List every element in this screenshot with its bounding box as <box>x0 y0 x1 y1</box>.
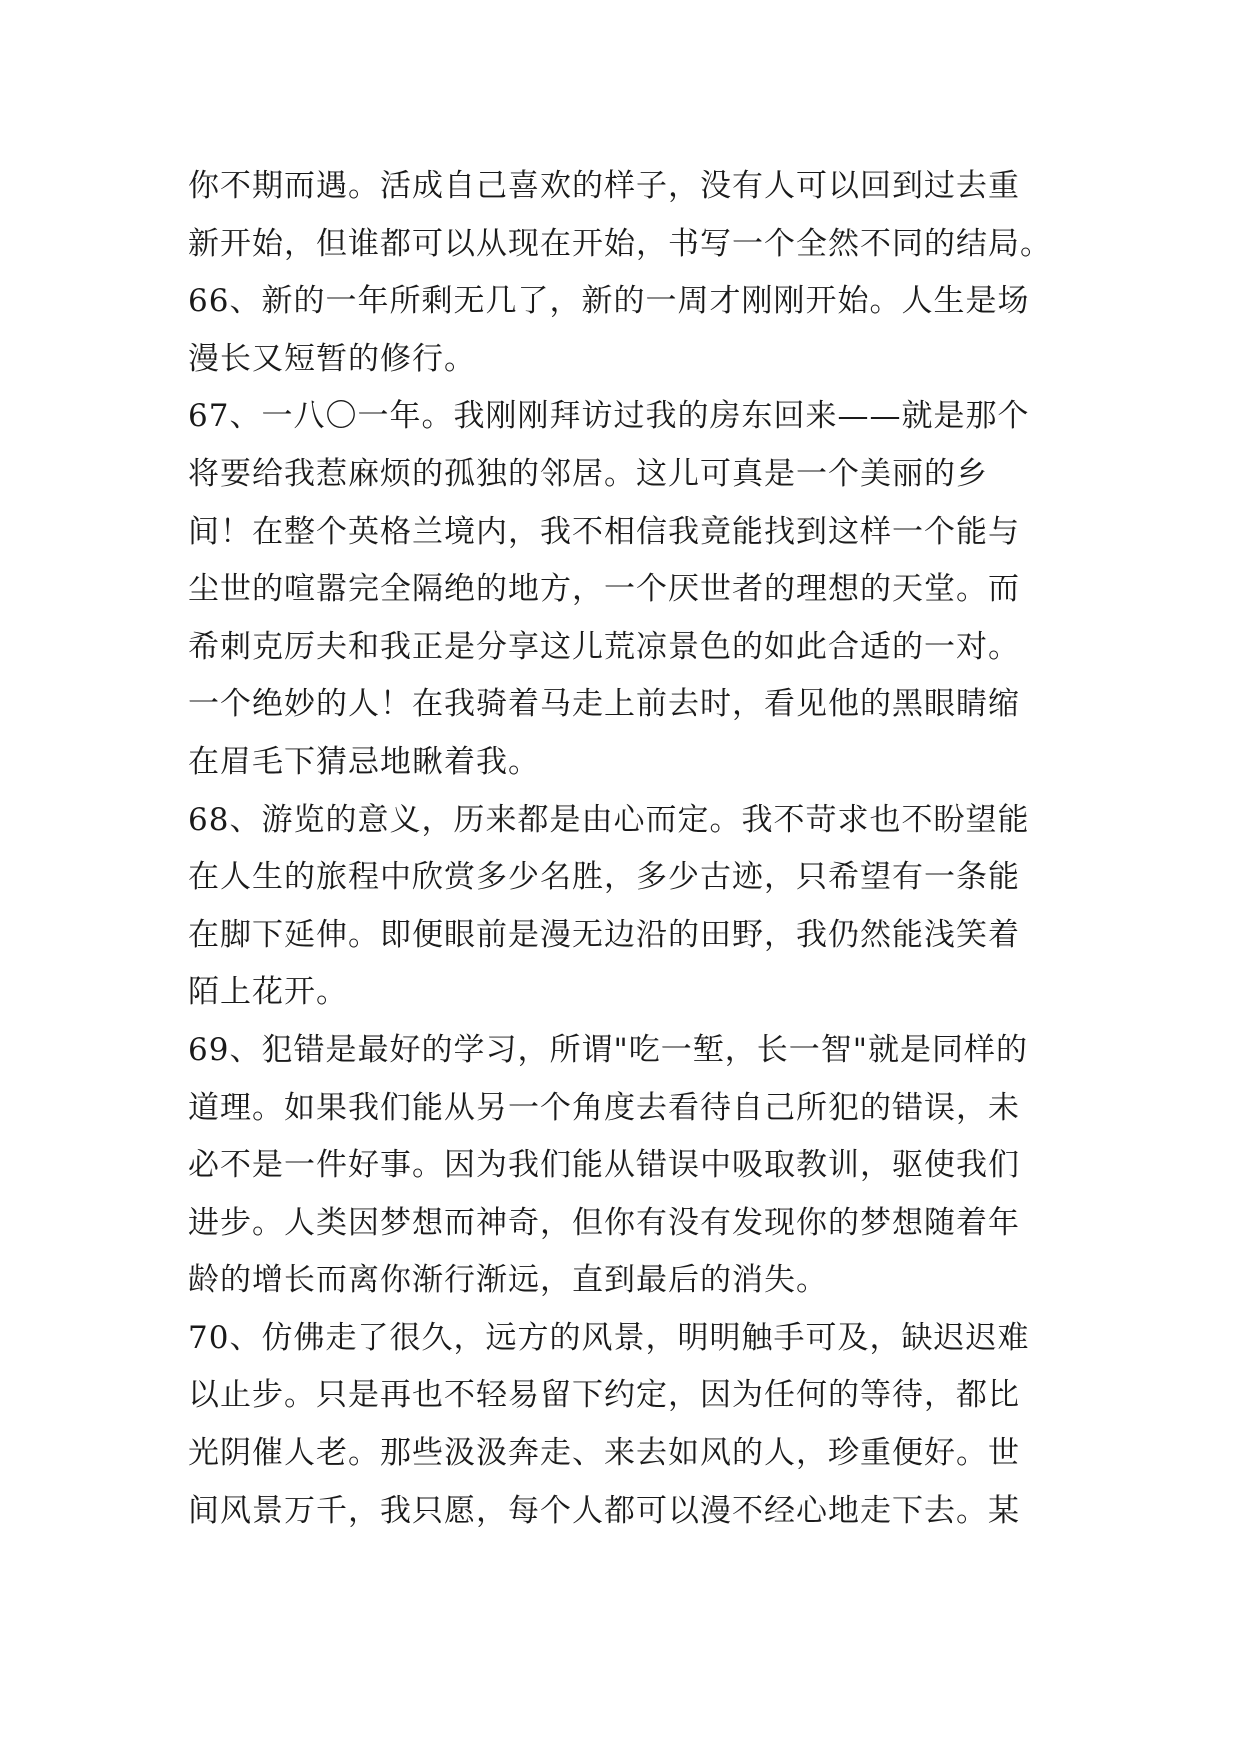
text-line: 在人生的旅程中欣赏多少名胜，多少古迹，只希望有一条能 <box>188 859 1020 896</box>
text-line: 希刺克厉夫和我正是分享这儿荒凉景色的如此合适的一对。 <box>188 628 1020 665</box>
text-line: 新开始，但谁都可以从现在开始，书写一个全然不同的结局。 <box>188 225 1052 262</box>
text-line: 漫长又短暂的修行。 <box>188 340 476 377</box>
text-line: 必不是一件好事。因为我们能从错误中吸取教训，驱使我们 <box>188 1147 1020 1184</box>
text-line: 在眉毛下猜忌地瞅着我。 <box>188 743 540 780</box>
text-line: 光阴催人老。那些汲汲奔走、来去如风的人，珍重便好。世 <box>188 1435 1020 1472</box>
text-line: 在脚下延伸。即便眼前是漫无边沿的田野，我仍然能浅笑着 <box>188 916 1020 953</box>
text-line: 一个绝妙的人！在我骑着马走上前去时，看见他的黑眼睛缩 <box>188 686 1020 723</box>
text-line: 以止步。只是再也不轻易留下约定，因为任何的等待，都比 <box>188 1377 1020 1414</box>
text-line: 陌上花开。 <box>188 974 348 1011</box>
text-line: 68、游览的意义，历来都是由心而定。我不苛求也不盼望能 <box>188 801 1030 838</box>
text-line: 龄的增长而离你渐行渐远，直到最后的消失。 <box>188 1262 828 1299</box>
text-line: 道理。如果我们能从另一个角度去看待自己所犯的错误，未 <box>188 1089 1020 1126</box>
text-line: 66、新的一年所剩无几了，新的一周才刚刚开始。人生是场 <box>188 283 1030 320</box>
text-line: 70、仿佛走了很久，远方的风景，明明触手可及，缺迟迟难 <box>188 1319 1030 1356</box>
text-line: 67、一八〇一年。我刚刚拜访过我的房东回来——就是那个 <box>188 398 1030 435</box>
body-text <box>188 158 1068 1540</box>
text-line: 间风景万千，我只愿，每个人都可以漫不经心地走下去。某 <box>188 1492 1020 1529</box>
text-line: 你不期而遇。活成自己喜欢的样子，没有人可以回到过去重 <box>188 168 1020 204</box>
text-line: 进步。人类因梦想而神奇，但你有没有发现你的梦想随着年 <box>188 1204 1020 1241</box>
text-line: 69、犯错是最好的学习，所谓"吃一堑，长一智"就是同样的 <box>188 1031 1028 1068</box>
text-line: 尘世的喧嚣完全隔绝的地方，一个厌世者的理想的天堂。而 <box>188 571 1020 608</box>
text-line: 间！在整个英格兰境内，我不相信我竟能找到这样一个能与 <box>188 513 1020 550</box>
text-line: 将要给我惹麻烦的孤独的邻居。这儿可真是一个美丽的乡 <box>188 455 988 492</box>
